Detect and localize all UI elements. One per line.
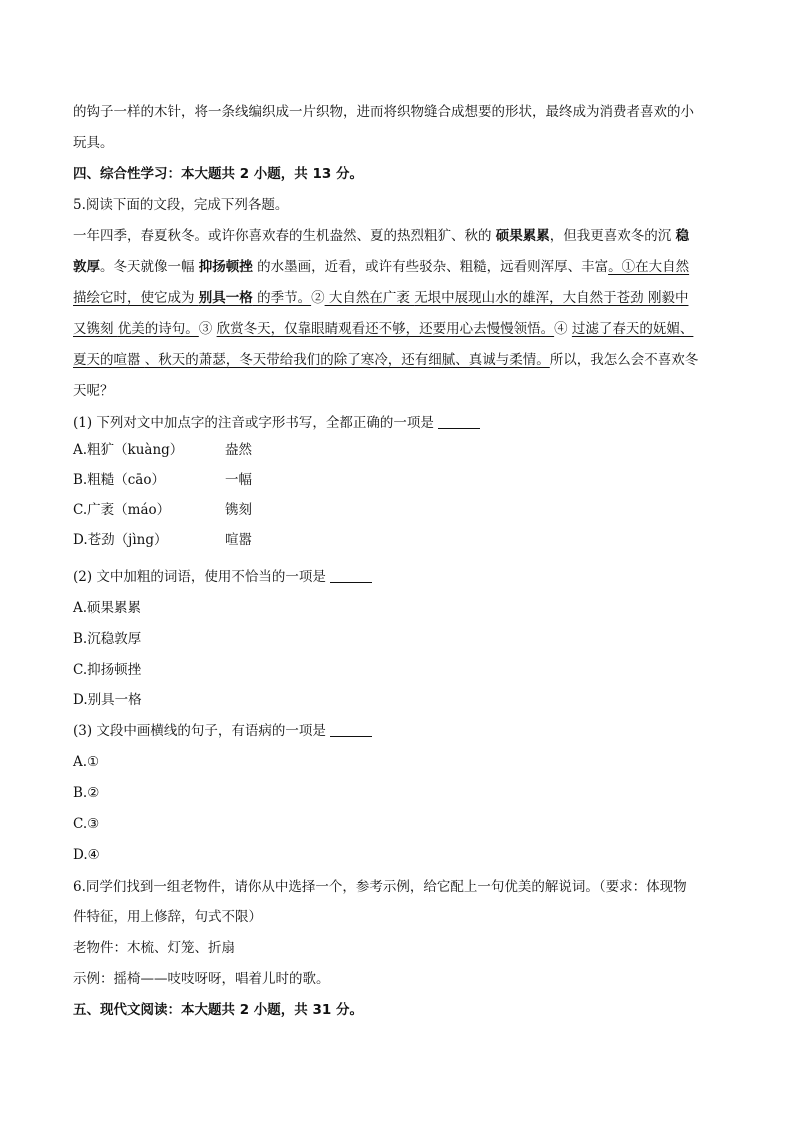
- bold-word-yiyang: 抑扬顿挫: [198, 259, 253, 275]
- option-b-word: 一幅: [225, 472, 252, 488]
- passage-text: ，但我更喜欢冬的沉: [549, 228, 676, 244]
- option-d-word: 喧嚣: [225, 532, 252, 548]
- option-a[interactable]: A.①: [73, 754, 100, 770]
- bold-word-chenwen-b: 敦厚: [73, 259, 100, 275]
- sentence-marker-3: ③: [198, 321, 217, 337]
- option-d[interactable]: D.别具一格: [73, 692, 142, 708]
- intro-line-2: 玩具。: [73, 135, 114, 151]
- answer-blank[interactable]: [330, 568, 372, 583]
- section-4-score: 本大题共 2 小题，共 13 分。: [181, 166, 363, 182]
- underlined-sentence-2: 刚毅中: [647, 290, 689, 306]
- option-c[interactable]: C.③: [73, 816, 100, 832]
- option-c[interactable]: C.抑扬顿挫: [73, 662, 142, 678]
- question-6-line-2: 件特征，用上修辞，句式不限）: [73, 909, 262, 925]
- option-a-label: A.粗犷（kuàng）: [73, 442, 184, 458]
- underlined-sentence-3: 欣赏冬天，仅靠眼睛观看还不够，还要用心去慢慢领悟。: [216, 321, 555, 337]
- passage-line-5: [73, 350, 698, 370]
- option-b[interactable]: B.沉稳敦厚: [73, 631, 142, 647]
- old-objects-list: 老物件：木梳、灯笼、折扇: [73, 940, 235, 956]
- sentence-marker-4: ④: [554, 321, 572, 337]
- sub-question-2-text: (2) 文中加粗的词语，使用不恰当的一项是: [73, 569, 326, 585]
- sub-question-2-stem: [73, 567, 372, 587]
- passage-text: 一年四季，春夏秋冬。或许你喜欢春的生机盎然、夏的热烈粗犷、秋的: [73, 228, 496, 244]
- passage-text: 的水墨画，近看，或许有些驳杂、粗糙，远看则浑厚、丰富: [252, 259, 609, 275]
- section-5-heading: [73, 1000, 363, 1020]
- passage-text: 所以，我怎么会不喜欢冬: [549, 352, 699, 368]
- underlined-sentence-2: 无垠中展现山水的雄浑，大自然于苍劲: [414, 290, 648, 306]
- option-row-a[interactable]: [73, 440, 333, 460]
- answer-blank[interactable]: [330, 722, 372, 737]
- option-row-b[interactable]: [73, 470, 333, 490]
- bold-word-shuoguo: 硕果累累: [495, 228, 550, 244]
- sub-question-3-stem: [73, 721, 372, 741]
- passage-line-3: [73, 288, 688, 308]
- option-row-c[interactable]: [73, 500, 333, 520]
- bold-word-biejuyige: 别具一格: [198, 290, 253, 306]
- underlined-sentence-2: 又镌刻: [73, 321, 118, 337]
- option-d[interactable]: D.④: [73, 847, 100, 863]
- option-c-label: C.广袤（máo）: [73, 502, 171, 518]
- option-d-label: D.苍劲（jìng）: [73, 532, 168, 548]
- sentence-marker-2: ②: [311, 290, 325, 306]
- option-c-word: 镌刻: [225, 502, 252, 518]
- sub-question-1-stem: [73, 413, 480, 433]
- section-5-title: 五、现代文阅读：: [73, 1002, 181, 1018]
- question-6-line-1: 6.同学们找到一组老物件，请你从中选择一个，参考示例，给它配上一句优美的解说词。（要求：体现物: [73, 879, 687, 895]
- answer-blank[interactable]: [438, 414, 480, 429]
- option-a-word: 盎然: [225, 442, 252, 458]
- section-5-score: 本大题共 2 小题，共 31 分。: [181, 1002, 363, 1018]
- underlined-sentence-4: 、秋天的萧瑟，冬天带给我们的除了寒冷，还有细腻、真诚与柔情。: [144, 352, 550, 368]
- underlined-sentence-1: 。①在大自然: [608, 259, 690, 275]
- passage-text: 。冬天就像一幅: [100, 259, 199, 275]
- section-4-heading: [73, 164, 363, 184]
- passage-line-4: [73, 319, 693, 339]
- sub-question-3-text: (3) 文段中画横线的句子，有语病的一项是: [73, 723, 326, 739]
- bold-word-chenwen-a: 稳: [675, 228, 690, 244]
- option-a[interactable]: A.硕果累累: [73, 600, 142, 616]
- passage-line-2: [73, 257, 689, 277]
- passage-line-6: 天呢？: [73, 383, 114, 399]
- underlined-sentence-4: 夏天的喧嚣: [73, 352, 145, 368]
- option-row-d[interactable]: [73, 530, 333, 550]
- option-b[interactable]: B.②: [73, 785, 100, 801]
- underlined-sentence-1: 描绘它时，使它成为: [73, 290, 199, 306]
- underlined-sentence-2: 优美的诗句。: [117, 321, 199, 337]
- example-sentence: 示例：摇椅——吱吱呀呀，唱着儿时的歌。: [73, 971, 330, 987]
- underlined-sentence-4: 过滤了春天的妩媚、: [571, 321, 694, 337]
- question-5-stem: 5.阅读下面的文段，完成下列各题。: [73, 197, 289, 213]
- section-4-title: 四、综合性学习：: [73, 166, 181, 182]
- sub-question-1-text: (1) 下列对文中加点字的注音或字形书写，全都正确的一项是: [73, 415, 434, 431]
- underlined-sentence-1: 的季节。: [252, 290, 312, 306]
- option-b-label: B.粗糙（cāo）: [73, 472, 165, 488]
- underlined-sentence-2: 大自然在广袤: [324, 290, 415, 306]
- passage-line-1: [73, 226, 689, 246]
- intro-line-1: 的钩子一样的木针，将一条线编织成一片织物，进而将织物缝合成想要的形状，最终成为消费者喜欢的小: [73, 104, 694, 120]
